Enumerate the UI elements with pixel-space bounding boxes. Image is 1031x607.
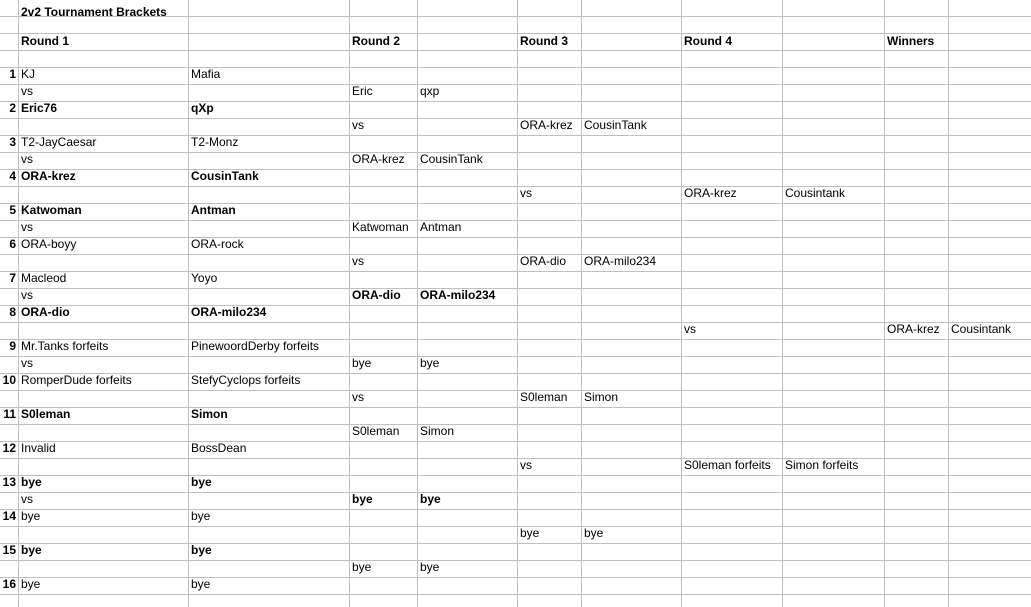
team-cell[interactable]: ORA-milo234 <box>420 288 496 302</box>
vs-label[interactable]: vs <box>520 186 532 200</box>
team-cell[interactable]: T2-Monz <box>191 135 239 149</box>
team-cell[interactable]: bye <box>21 509 41 523</box>
row-gridline <box>0 390 1031 391</box>
team-cell[interactable]: Macleod <box>21 271 67 285</box>
column-gridline <box>884 0 885 607</box>
team-cell[interactable]: Eric <box>352 84 373 98</box>
team-cell[interactable]: T2-JayCaesar <box>21 135 97 149</box>
team-cell[interactable]: Katwoman <box>352 220 409 234</box>
match-number[interactable]: 11 <box>3 407 16 421</box>
team-cell[interactable]: bye <box>352 356 372 370</box>
team-cell[interactable]: KJ <box>21 67 36 81</box>
match-number[interactable]: 12 <box>2 441 16 455</box>
team-cell[interactable]: CousinTank <box>420 152 483 166</box>
team-cell[interactable]: S0leman <box>352 424 400 438</box>
team-cell[interactable]: Cousintank <box>951 322 1012 336</box>
team-cell[interactable]: Mafia <box>191 67 221 81</box>
column-gridline <box>681 0 682 607</box>
team-cell[interactable]: Simon <box>191 407 228 421</box>
vs-label[interactable]: vs <box>21 152 33 166</box>
match-number[interactable]: 13 <box>2 475 16 489</box>
vs-label[interactable]: vs <box>520 458 532 472</box>
team-cell[interactable]: Eric76 <box>21 101 58 115</box>
team-cell[interactable]: bye <box>21 543 42 557</box>
row-gridline <box>0 322 1031 323</box>
match-number[interactable]: 4 <box>9 169 16 183</box>
team-cell[interactable]: Mr.Tanks forfeits <box>21 339 109 353</box>
row-gridline <box>0 594 1031 595</box>
vs-label[interactable]: vs <box>21 220 33 234</box>
team-cell[interactable]: StefyCyclops forfeits <box>191 373 301 387</box>
row-gridline <box>0 254 1031 255</box>
team-cell[interactable]: bye <box>584 526 604 540</box>
team-cell[interactable]: ORA-krez <box>684 186 737 200</box>
vs-label[interactable]: vs <box>684 322 696 336</box>
team-cell[interactable]: bye <box>191 475 212 489</box>
team-cell[interactable]: S0leman <box>21 407 71 421</box>
team-cell[interactable]: RomperDude forfeits <box>21 373 132 387</box>
round-header[interactable]: Round 4 <box>684 34 732 48</box>
team-cell[interactable]: Invalid <box>21 441 56 455</box>
team-cell[interactable]: ORA-krez <box>887 322 940 336</box>
team-cell[interactable]: Simon <box>584 390 619 404</box>
team-cell[interactable]: bye <box>191 577 211 591</box>
vs-label[interactable]: vs <box>352 390 364 404</box>
match-number[interactable]: 14 <box>2 509 16 523</box>
vs-label[interactable]: vs <box>352 254 364 268</box>
match-number[interactable]: 16 <box>2 577 16 591</box>
match-number[interactable]: 9 <box>9 339 16 353</box>
column-gridline <box>782 0 783 607</box>
match-number[interactable]: 10 <box>2 373 16 387</box>
match-number[interactable]: 5 <box>9 203 16 217</box>
team-cell[interactable]: qxp <box>420 84 440 98</box>
row-gridline <box>0 526 1031 527</box>
match-number[interactable]: 3 <box>9 135 16 149</box>
team-cell[interactable]: CousinTank <box>191 169 259 183</box>
vs-label[interactable]: vs <box>21 288 33 302</box>
round-header[interactable]: Winners <box>887 34 935 48</box>
team-cell[interactable]: ORA-dio <box>520 254 567 268</box>
team-cell[interactable]: bye <box>420 492 441 506</box>
team-cell[interactable]: Katwoman <box>21 203 82 217</box>
round-header[interactable]: Round 1 <box>21 34 69 48</box>
team-cell[interactable]: BossDean <box>191 441 247 455</box>
vs-label[interactable]: vs <box>352 118 364 132</box>
team-cell[interactable]: PinewoordDerby forfeits <box>191 339 320 353</box>
team-cell[interactable]: ORA-boyy <box>21 237 77 251</box>
vs-label[interactable]: vs <box>21 84 33 98</box>
match-number[interactable]: 15 <box>2 543 16 557</box>
column-gridline <box>581 0 582 607</box>
row-gridline <box>0 118 1031 119</box>
team-cell[interactable]: ORA-milo234 <box>191 305 267 319</box>
team-cell[interactable]: Antman <box>191 203 236 217</box>
team-cell[interactable]: ORA-milo234 <box>584 254 657 268</box>
match-number[interactable]: 2 <box>9 101 16 115</box>
vs-label[interactable]: vs <box>21 356 33 370</box>
team-cell[interactable]: ORA-krez <box>352 152 405 166</box>
team-cell[interactable]: ORA-krez <box>520 118 573 132</box>
team-cell[interactable]: Antman <box>420 220 462 234</box>
team-cell[interactable]: ORA-dio <box>352 288 401 302</box>
team-cell[interactable]: Yoyo <box>191 271 218 285</box>
team-cell[interactable]: Cousintank <box>785 186 846 200</box>
team-cell[interactable]: bye <box>420 560 440 574</box>
match-number[interactable]: 1 <box>9 67 16 81</box>
match-number[interactable]: 7 <box>9 271 16 285</box>
team-cell[interactable]: bye <box>191 509 211 523</box>
team-cell[interactable]: S0leman <box>520 390 568 404</box>
column-gridline <box>517 0 518 607</box>
match-number[interactable]: 6 <box>9 237 16 251</box>
team-cell[interactable]: ORA-dio <box>21 305 70 319</box>
team-cell[interactable]: bye <box>420 356 440 370</box>
team-cell[interactable]: Simon <box>420 424 455 438</box>
team-cell[interactable]: bye <box>21 577 41 591</box>
column-gridline <box>948 0 949 607</box>
match-number[interactable]: 8 <box>9 305 16 319</box>
round-header[interactable]: Round 3 <box>520 34 568 48</box>
team-cell[interactable]: bye <box>191 543 212 557</box>
row-gridline <box>0 50 1031 51</box>
sheet-title[interactable]: 2v2 Tournament Brackets <box>21 5 167 19</box>
team-cell[interactable]: Simon forfeits <box>785 458 859 472</box>
vs-label[interactable]: vs <box>21 492 33 506</box>
round-header[interactable]: Round 2 <box>352 34 400 48</box>
team-cell[interactable]: qXp <box>191 101 214 115</box>
team-cell[interactable]: CousinTank <box>584 118 647 132</box>
team-cell[interactable]: bye <box>352 560 372 574</box>
team-cell[interactable]: S0leman forfeits <box>684 458 771 472</box>
team-cell[interactable]: ORA-rock <box>191 237 244 251</box>
team-cell[interactable]: bye <box>21 475 42 489</box>
team-cell[interactable]: ORA-krez <box>21 169 76 183</box>
team-cell[interactable]: bye <box>520 526 540 540</box>
team-cell[interactable]: bye <box>352 492 373 506</box>
